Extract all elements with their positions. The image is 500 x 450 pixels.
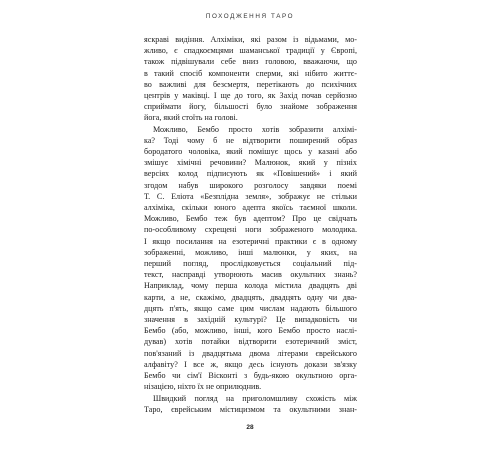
paragraph: [144, 124, 357, 393]
text-line: бородатого чоловіка, який помішує щось у казані або: [144, 147, 357, 157]
text-line: йога, який стоїть на голові.: [144, 113, 238, 123]
paragraph: [144, 34, 357, 124]
text-line: ка? Тоді чому б не відтворити поширений образ: [144, 135, 357, 145]
paragraph: [144, 393, 357, 415]
text-line: змішує хімічні речовини? Малюнок, який у пізніх: [144, 158, 357, 168]
text-line: жливо, є спадкоємцями шаманської традиції у Європі,: [144, 46, 357, 56]
text-line: версіях колод підписують як «Повішений» і який: [144, 169, 357, 179]
text-line: Таро, єврейським містицизмом та окультними знан-: [144, 404, 357, 414]
page-number: 28: [246, 424, 254, 431]
text-line: І якщо посилання на езотеричні практики є в одному: [144, 236, 357, 246]
text-line: Швидкий погляд на приголомшливу схожість між: [153, 393, 357, 403]
text-line: по-особливому схрещені ноги зображеного молодика.: [144, 225, 357, 235]
text-line: значення в західній культурі? Це випадковість чи: [144, 315, 357, 325]
text-line: перший погляд, прослідковується соціальний під-: [144, 259, 357, 269]
text-line: в такий спосіб компоненти сперми, які нібито життє-: [144, 68, 357, 78]
text-line: текст, насправді утворюють масив окультних знань?: [144, 270, 357, 280]
text-line: зображенні, можливо, інші малюнки, у яких, на: [144, 247, 357, 257]
text-line: яскраві видіння. Алхіміки, які разом із відьмами, мо-: [144, 35, 357, 44]
text-line: Наприклад, чому перша колода містила двадцять дві: [144, 281, 357, 291]
text-line: сприймати йогу, більшості було знайоме зображення: [144, 102, 357, 112]
text-line: Можливо, Бембо теж був адептом? Про це свідчать: [144, 214, 357, 224]
text-line: Т. С. Еліота «Безплідна земля», зображує не стільки: [144, 191, 357, 201]
text-line: також підвішували себе вниз головою, вважаючи, що: [144, 57, 357, 67]
text-line: дував) хотів потайки відтворити езотеричний зміст,: [144, 337, 357, 347]
text-line: Бембо чи сім'ї Вісконті з будь-якою окультною орга-: [144, 371, 357, 381]
running-header: ПОХОДЖЕННЯ ТАРО: [205, 13, 295, 20]
text-line: нізацією, ніхто їх не оприлюднив.: [144, 382, 262, 392]
body-text: [144, 34, 357, 415]
text-line: дцять п'ять, якщо саме цим числам надають більшого: [144, 303, 357, 313]
text-line: карти, а не, скажімо, двадцять, двадцять одну чи два-: [144, 292, 357, 302]
text-line: алхіміка, скільки юного адепта якоїсь таємної школи.: [144, 203, 357, 213]
text-line: во важливі для безсмертя, перетікають до психічних: [144, 79, 357, 89]
text-line: згодом набув широкого розголосу завдяки поемі: [144, 180, 357, 190]
text-line: пов'язаний із двадцятьма двома літерами єврейського: [144, 348, 357, 358]
text-line: Можливо, Бембо просто хотів зобразити алхімі-: [153, 124, 357, 134]
text-line: алфавіту? І все ж, якщо десь існують докази зв'язку: [144, 359, 357, 369]
text-line: Бембо (або, можливо, інші, кого Бембо просто наслі-: [144, 326, 357, 336]
text-line: центрів у маківці. І ще до того, як Захід почав серйозно: [144, 91, 357, 101]
